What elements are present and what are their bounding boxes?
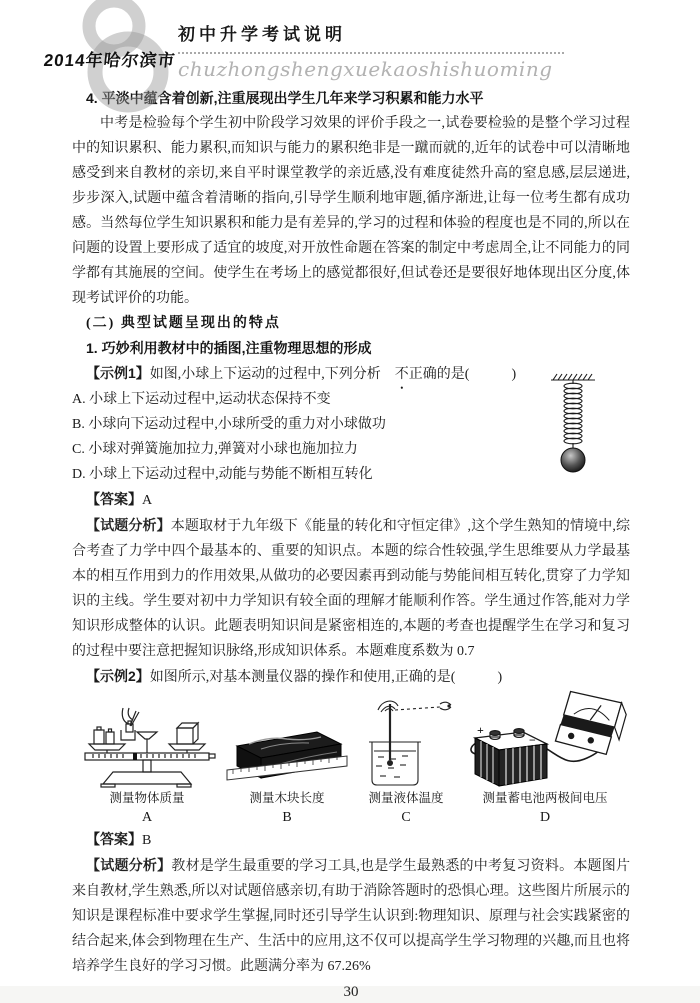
figure-letter: B <box>282 810 292 825</box>
example2-analysis <box>72 853 630 979</box>
point4-paragraph: 中考是检验每个学生初中阶段学习效果的评价手段之一,试卷要检验的是整个学习过程中的知识累积、能力累积,而知识与能力的累积绝非是一蹴而就的,近年的试卷中可以清晰地感受到来自教材的亲切,来自平时课堂教学的亲近感,没有难度徒然升高的窒息感,层层递进,步步深入,试题中蕴含着清晰的指向,引导学生顺利地审题,循序渐进,让每一位考生都有成功感。当然每位学生知识累积和能力是有差异的,学习的过程和体验的程度也是不同的,所以在问题的设置上要形成了适宜的坡度,对开放性命题在答案的制定中考虑周全,让不同能力的同学都有其施展的空间。使学生在考场上的感觉都很好,但试卷还是要很好地体现出区分度,体现考试评价的功能。 <box>72 116 630 306</box>
spring-ball-figure <box>544 371 602 473</box>
page-header <box>0 0 700 82</box>
content-area <box>0 82 700 1003</box>
example1-analysis <box>72 513 630 664</box>
analysis-marker: 【试题分析】 <box>86 517 171 533</box>
battery-minus-label: − <box>528 733 536 747</box>
answer-value: A <box>142 493 153 508</box>
analysis-text: 本题取材于九年级下《能量的转化和守恒定律》,这个学生熟知的情境中,综合考查了力学中四个最基本的、重要的知识点。本题的综合性较强,学生思维要从力学最基本的相互作用到力的作用效果,从做功的必要因素再到动能与势能间相互转化,贯穿了力学知识的主线。学生要对初中力学知识有较全面的理解才能顺利作答。学生通过作答,能对力学知识形成整体的认识。此题表明知识间是紧密相连的,本题的考查也提醒学生在学习和复习的过程中要注意把握知识脉络,形成知识体系。本题难度系数为 0.7 <box>72 519 631 659</box>
figure-letter: C <box>401 810 411 825</box>
battery-voltmeter-figure <box>463 692 628 788</box>
figure-ruler <box>222 724 352 827</box>
analysis-text: 教材是学生最重要的学习工具,也是学生最熟悉的中考复习资料。本题图片来自教材,学生熟悉,所以对试题倍感亲切,有助于消除答题时的恐惧心理。这些图片所展示的知识是课程标准中要求学生掌握,同时还引导学生认识到:物理知识、原理与社会实践紧密的结合起来,体会到物理在生产、生活中的应用,这不仅可以提高学生学习物理的兴趣,而且也将培养学生良好的学习习惯。此题满分率为 67.26% <box>72 859 630 974</box>
analysis-marker: 【试题分析】 <box>86 857 172 873</box>
example1-stem-suffix: 正确的是( ) <box>408 367 517 382</box>
figure-balance <box>72 706 222 827</box>
example2-stem <box>72 664 630 690</box>
battery-plus-label: + <box>476 723 484 737</box>
example1-options <box>72 387 502 487</box>
pinyin-subtitle: chuzhongshengxuekaoshishuoming <box>178 57 553 81</box>
example1-marker: 【示例1】 <box>86 365 150 381</box>
thermometer-beaker-figure <box>356 698 456 788</box>
figure-caption: 测量液体温度 <box>368 791 444 805</box>
example2-answer-line <box>72 827 630 853</box>
answer-value: B <box>142 833 152 848</box>
option-item-a: A. 小球上下运动过程中,运动状态保持不变 <box>72 392 331 407</box>
figure-voltmeter <box>460 692 630 827</box>
point4-heading: 4. 平淡中蕴含着创新,注重展现出学生几年来学习积累和能力水平 <box>86 90 484 106</box>
option-item-d: D. 小球上下运动过程中,动能与势能不断相互转化 <box>72 467 373 482</box>
figure-caption: 测量木块长度 <box>249 791 325 805</box>
masthead <box>178 20 564 81</box>
page-number: 30 <box>343 984 359 1000</box>
edition-text: 2014年哈尔滨市 <box>42 51 177 70</box>
option-item-b: B. 小球向下运动过程中,小球所受的重力对小球做功 <box>72 417 386 432</box>
option-item-c: C. 小球对弹簧施加拉力,弹簧对小球也施加拉力 <box>72 442 358 457</box>
example2-stem-text: 如图所示,对基本测量仪器的操作和使用,正确的是( ) <box>149 670 503 685</box>
figure-letter: D <box>539 810 551 825</box>
figure-letter: A <box>141 810 153 825</box>
answer-marker: 【答案】 <box>86 831 142 847</box>
figure-thermometer <box>352 698 460 827</box>
example1-block <box>72 361 630 487</box>
section2-heading: (二) 典型试题呈现出的特点 <box>86 316 281 331</box>
subpoint1-heading: 1. 巧妙利用教材中的插图,注重物理思想的形成 <box>86 340 372 356</box>
figure-row <box>72 692 630 827</box>
balance-scale-figure <box>77 706 217 788</box>
answer-marker: 【答案】 <box>86 491 142 507</box>
page-title: 初中升学考试说明 <box>178 20 564 54</box>
example1-answer-line <box>72 487 630 513</box>
example2-marker: 【示例2】 <box>86 668 150 684</box>
wood-block-ruler-figure <box>225 724 350 788</box>
figure-caption: 测量蓄电池两极间电压 <box>482 791 608 805</box>
example1-stem-text: 如图,小球上下运动的过程中,下列分析 <box>149 367 381 382</box>
emphasis-char: 不 <box>394 367 409 382</box>
figure-caption: 测量物体质量 <box>109 791 185 805</box>
